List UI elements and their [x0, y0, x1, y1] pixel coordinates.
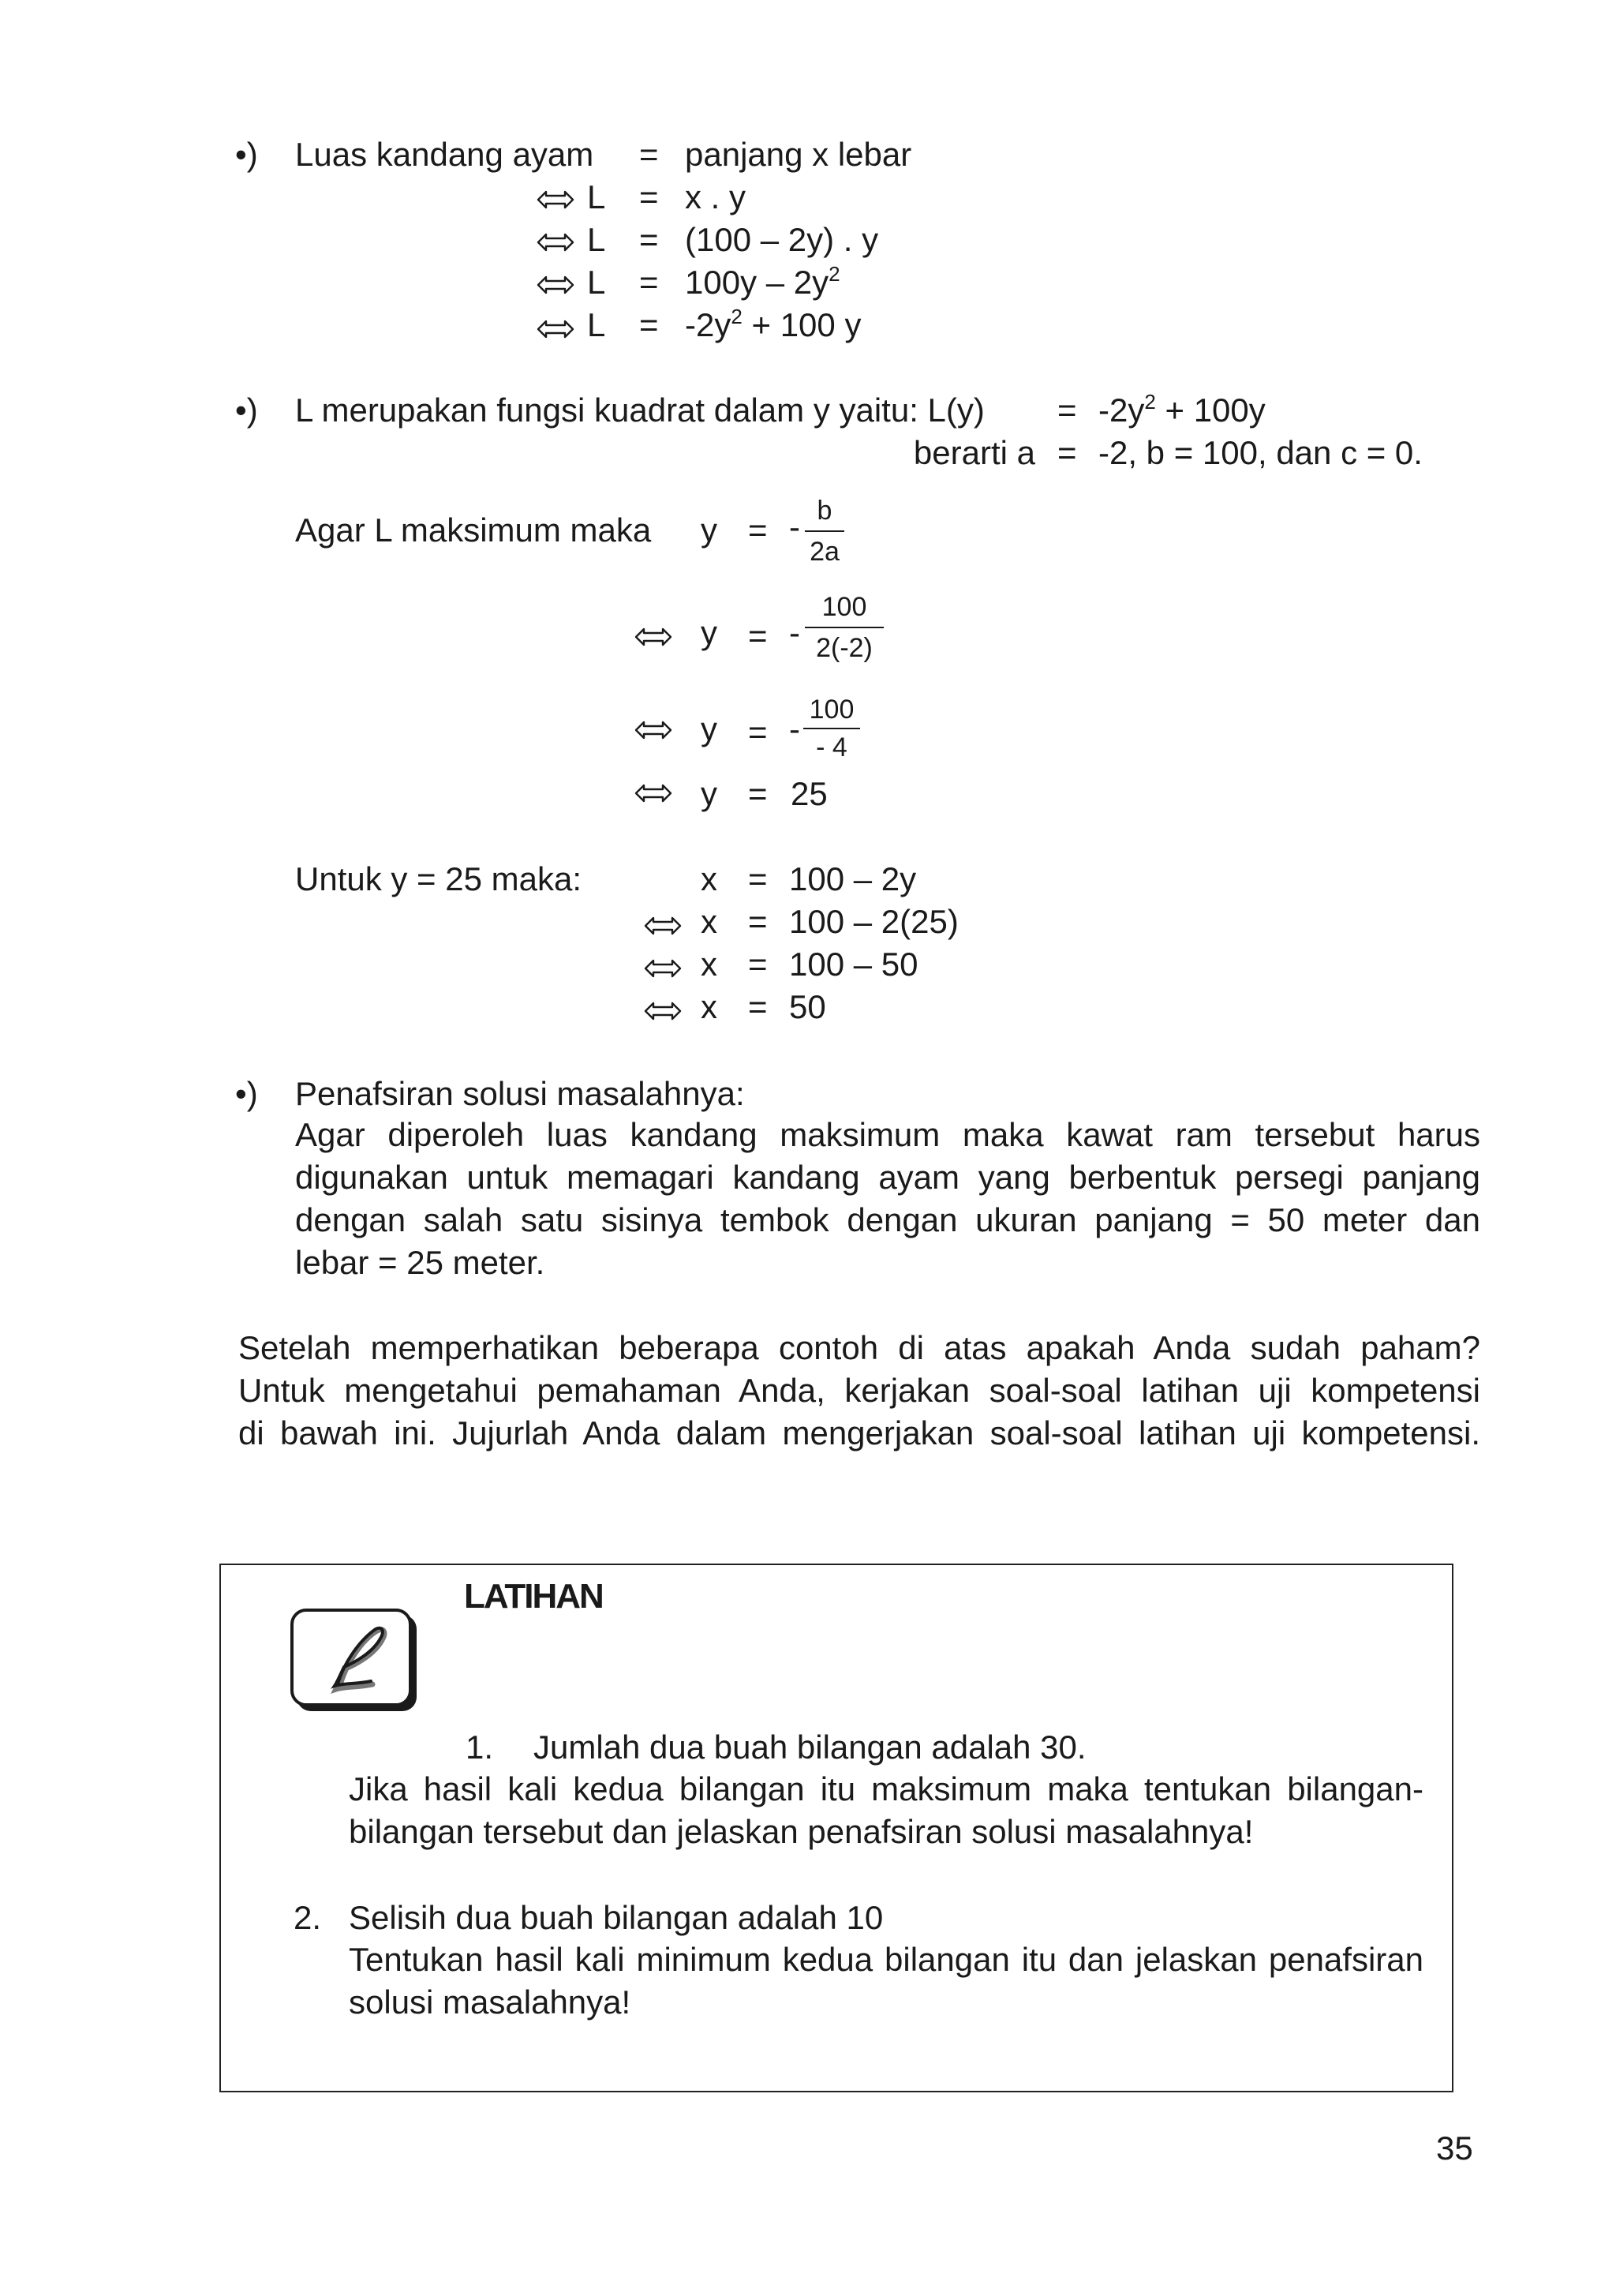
berarti-label: berarti a: [913, 434, 1035, 471]
page-number: 35: [1436, 2129, 1473, 2167]
equals-sign: =: [639, 221, 659, 258]
fraction: [805, 493, 844, 568]
equals-sign: =: [1057, 391, 1077, 429]
penafsiran-title: Penafsiran solusi masalahnya:: [295, 1075, 745, 1112]
equals-sign: =: [748, 903, 768, 940]
equals-sign: =: [639, 136, 659, 173]
double-arrow-icon: [537, 230, 574, 254]
minus-sign: -: [789, 508, 800, 545]
item-number: 1.: [466, 1729, 494, 1766]
equals-sign: =: [748, 511, 768, 549]
penafsiran-line: dengan salah satu sisinya tembok dengan ukuran panjang = 50 meter dan: [295, 1201, 1480, 1238]
item-text: Jika hasil kali kedua bilangan itu maksimum maka tentukan bilangan-: [349, 1770, 1423, 1807]
equals-sign: =: [748, 775, 768, 812]
denominator: 2(-2): [816, 633, 873, 663]
item-text: Selisih dua buah bilangan adalah 10: [349, 1899, 884, 1936]
bullet: •): [235, 136, 258, 173]
equals-sign: =: [639, 306, 659, 343]
var-x: x: [701, 946, 717, 983]
equals-sign: =: [748, 946, 768, 983]
penafsiran-line: Agar diperoleh luas kandang maksimum maka kawat ram tersebut harus: [295, 1116, 1480, 1153]
x-step: 100 – 2y: [789, 860, 917, 897]
var-y: y: [701, 511, 717, 549]
fungsi-rhs: $-2y^2 + 100y$: [1098, 390, 1266, 429]
equals-sign: =: [639, 178, 659, 215]
var-L: L: [587, 306, 606, 343]
step-rhs: x . y: [685, 178, 746, 215]
equals-sign: =: [1057, 434, 1077, 471]
latihan-logo: [290, 1609, 420, 1714]
step-rhs: $-2y^2 + 100$ y: [685, 305, 862, 343]
step-rhs: $100y - 2y^2$: [685, 262, 840, 301]
denominator: 2a: [810, 537, 840, 567]
item-number: 2.: [294, 1899, 322, 1936]
fraction: [805, 589, 884, 668]
item-text: Jumlah dua buah bilangan adalah 30.: [533, 1729, 1087, 1766]
double-arrow-icon: [634, 781, 672, 805]
bullet: •): [235, 1075, 258, 1112]
luas-label: Luas kandang ayam: [295, 136, 594, 173]
var-y: y: [701, 710, 717, 747]
var-L: L: [587, 264, 606, 301]
double-arrow-icon: [644, 914, 682, 938]
fraction: [803, 693, 860, 769]
closing-line: Setelah memperhatikan beberapa contoh di atas apakah Anda sudah paham?: [238, 1329, 1480, 1366]
double-arrow-icon: [537, 188, 574, 212]
closing-line: Untuk mengetahui pemahaman Anda, kerjakan soal-soal latihan uji kompetensi: [238, 1372, 1480, 1409]
var-x: x: [701, 903, 717, 940]
equals-sign: =: [748, 860, 768, 897]
var-x: x: [701, 860, 717, 897]
penafsiran-line: lebar = 25 meter.: [295, 1244, 545, 1281]
equals-sign: =: [639, 264, 659, 301]
double-arrow-icon: [644, 957, 682, 980]
numerator: b: [817, 496, 832, 526]
x-step: 100 – 50: [789, 946, 918, 983]
coefficients: -2, b = 100, dan c = 0.: [1098, 434, 1423, 471]
penafsiran-line: digunakan untuk memagari kandang ayam yang berbentuk persegi panjang: [295, 1159, 1480, 1196]
agar-label: Agar L maksimum maka: [295, 511, 652, 549]
fungsi-text: L merupakan fungsi kuadrat dalam y yaitu: L(y): [295, 391, 985, 429]
denominator: - 4: [816, 732, 847, 762]
numerator: 100: [821, 592, 867, 622]
double-arrow-icon: [644, 999, 682, 1023]
x-step: 50: [789, 988, 826, 1025]
equals-sign: =: [748, 714, 768, 751]
var-y: y: [701, 775, 717, 812]
double-arrow-icon: [537, 317, 574, 341]
luas-rhs: panjang x lebar: [685, 136, 912, 173]
item-text: solusi masalahnya!: [349, 1983, 631, 2021]
var-L: L: [587, 178, 606, 215]
numerator: 100: [809, 695, 855, 725]
closing-line: di bawah ini. Jujurlah Anda dalam mengerjakan soal-soal latihan uji kompetensi.: [238, 1414, 1480, 1451]
item-text: bilangan tersebut dan jelaskan penafsiran solusi masalahnya!: [349, 1813, 1254, 1850]
item-text: Tentukan hasil kali minimum kedua bilangan itu dan jelaskan penafsiran: [349, 1941, 1423, 1978]
latihan-title: LATIHAN: [464, 1577, 603, 1616]
y-result: 25: [791, 775, 828, 812]
equals-sign: =: [748, 617, 768, 654]
double-arrow-icon: [634, 625, 672, 649]
untuk-label: Untuk y = 25 maka:: [295, 860, 582, 897]
double-arrow-icon: [634, 718, 672, 742]
step-rhs: (100 – 2y) . y: [685, 221, 879, 258]
var-L: L: [587, 221, 606, 258]
var-y: y: [701, 614, 717, 651]
minus-sign: -: [789, 710, 800, 747]
var-x: x: [701, 988, 717, 1025]
x-step: 100 – 2(25): [789, 903, 959, 940]
bullet: •): [235, 391, 258, 429]
equals-sign: =: [748, 988, 768, 1025]
double-arrow-icon: [537, 273, 574, 297]
minus-sign: -: [789, 614, 800, 651]
